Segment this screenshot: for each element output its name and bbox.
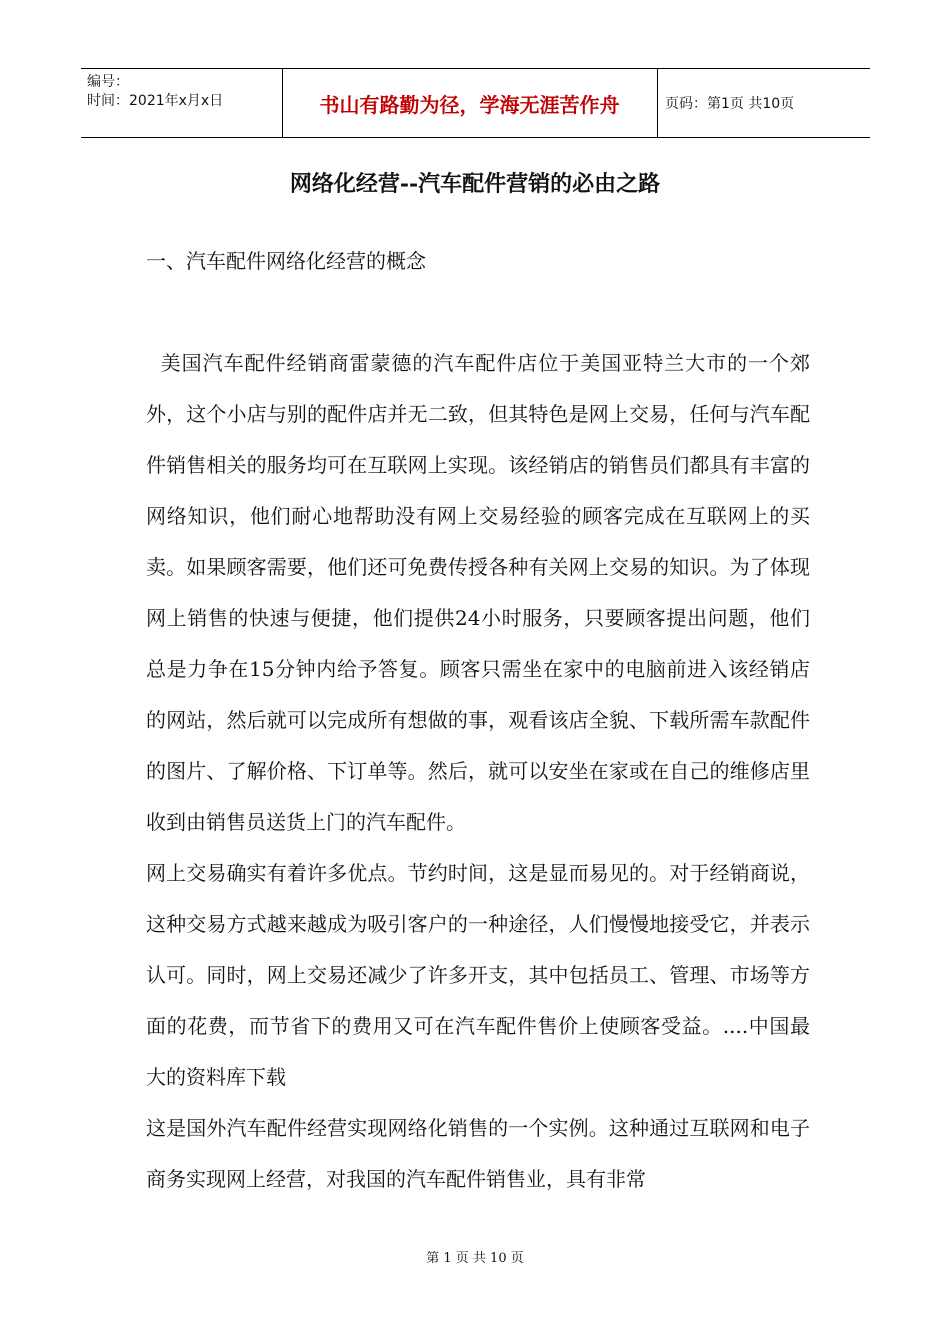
paragraph: 美国汽车配件经销商雷蒙德的汽车配件店位于美国亚特兰大市的一个郊外，这个小店与别的配件店并无二致，但其特色是网上交易，任何与汽车配件销售相关的服务均可在互联网上实现。该经销店的销售员们都具有丰富的网络知识，他们耐心地帮助没有网上交易经验的顾客完成在互联网上的买卖。如果顾客需要，他们还可免费传授各种有关网上交易的知识。为了体现网上销售的快速与便捷，他们提供24小时服务，只要顾客提出问题，他们总是力争在15分钟内给予答复。顾客只需坐在家中的电脑前进入该经销店的网站，然后就可以完成所有想做的事，观看该店全貌、下载所需车款配件的图片、了解价格、下订单等。然后，就可以安坐在家或在自己的维修店里收到由销售员送货上门的汽车配件。 — [146, 351, 810, 834]
page-footer: 第 1 页 共 10 页 — [426, 1251, 524, 1266]
header-page-info: 页码：第1页 共10页 — [665, 96, 795, 112]
section-heading: 一、汽车配件网络化经营的概念 — [146, 249, 426, 273]
document-title: 网络化经营--汽车配件营销的必由之路 — [289, 171, 661, 197]
paragraph: 这是国外汽车配件经营实现网络化销售的一个实例。这种通过互联网和电子商务实现网上经营，对我国的汽车配件销售业，具有非常 — [146, 1116, 810, 1191]
header-number-label: 编号： — [87, 74, 129, 90]
header-divider-right — [657, 69, 658, 137]
document-body — [146, 338, 810, 1205]
header-time-label: 时间：2021年x月x日 — [87, 93, 224, 109]
page-header — [81, 68, 870, 138]
header-meta — [87, 73, 283, 111]
header-motto: 书山有路勤为径，学海无涯苦作舟 — [319, 92, 620, 117]
paragraph: 网上交易确实有着许多优点。节约时间，这是显而易见的。对于经销商说，这种交易方式越来越成为吸引客户的一种途径，人们慢慢地接受它，并表示认可。同时，网上交易还减少了许多开支，其中包括员工、管理、市场等方面的花费，而节省下的费用又可在汽车配件售价上使顾客受益。....中国最大的资料库下载 — [146, 861, 810, 1089]
